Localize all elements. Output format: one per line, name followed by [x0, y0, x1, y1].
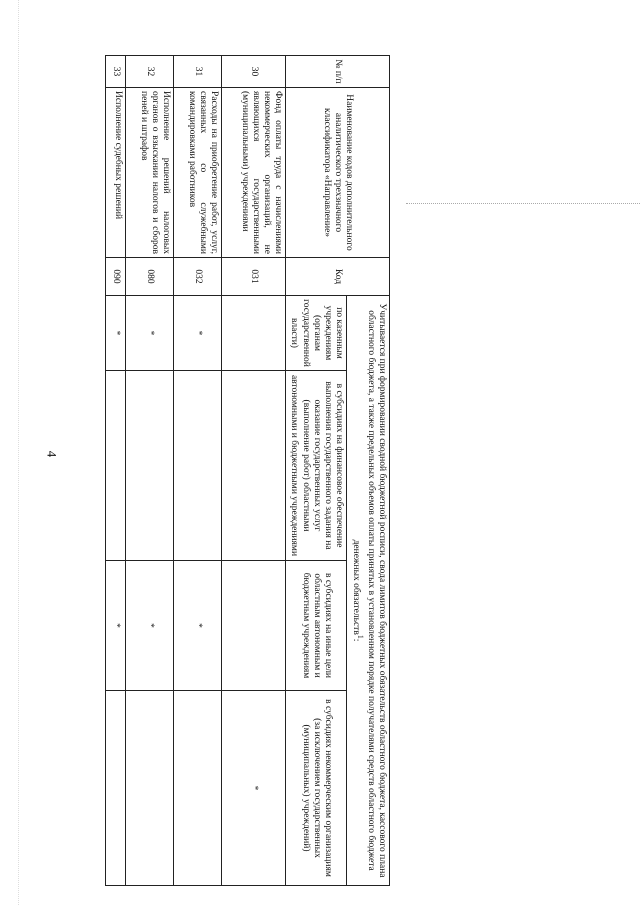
row-a	[222, 296, 286, 371]
row-b	[106, 371, 126, 561]
row-c	[222, 561, 286, 691]
header-col-a: по казенным учреждениям (органам государственной власти)	[286, 296, 347, 371]
row-name: Исполнение решений налоговых органов о взыскании налогов и сборов пеней и штрафов	[126, 88, 174, 258]
row-c: *	[174, 561, 222, 691]
footnote-ref: 1	[355, 634, 365, 639]
landscape-content	[90, 55, 390, 885]
row-d: *	[222, 691, 286, 886]
row-name: Расходы на приобретение работ, услуг, связанных со служебными командировками работников	[174, 88, 222, 258]
rotated-sheet	[90, 55, 390, 885]
row-b	[222, 371, 286, 561]
header-row-1	[347, 56, 390, 886]
row-num: 30	[222, 56, 286, 88]
row-d	[174, 691, 222, 886]
row-num: 31	[174, 56, 222, 88]
header-col-b: в субсидиях на финансовое обеспечение выполнения государственного задания на оказание государственных услуг (выполнение работ) областными автономными и бюджетными учреждениями	[286, 371, 347, 561]
page-number: 4	[44, 450, 60, 458]
row-num: 33	[106, 56, 126, 88]
row-code: 090	[106, 258, 126, 296]
header-code: Код	[286, 258, 390, 296]
table-row	[126, 56, 174, 886]
row-a: *	[126, 296, 174, 371]
header-group-text: Учитывается при формировании сводной бюджетной росписи, свода лимитов бюджетных обязательств областного бюджета, кассового плана областного бюджета, а также предельных объемов оплаты принятых в установленном порядке получателями средств областного бюджета денежных обязательств	[350, 303, 387, 878]
row-a: *	[106, 296, 126, 371]
table-row	[106, 56, 126, 886]
row-code: 080	[126, 258, 174, 296]
scan-margin-line	[18, 0, 19, 905]
scan-fold-line	[406, 203, 640, 204]
row-a: *	[174, 296, 222, 371]
row-name: Исполнение судебных решений	[106, 88, 126, 258]
row-c: *	[106, 561, 126, 691]
row-c: *	[126, 561, 174, 691]
row-b	[126, 371, 174, 561]
row-d	[126, 691, 174, 886]
row-code: 031	[222, 258, 286, 296]
header-name: Наименование кодов дополнительного аналитического трехзначного классификатора «Направление»	[286, 88, 390, 258]
row-d	[106, 691, 126, 886]
header-group: Учитывается при формировании сводной бюджетной росписи, свода лимитов бюджетных обязательств областного бюджета, кассового плана областного бюджета, а также предельных объемов оплаты принятых в установленном порядке получателями средств областного бюджета денежных обязательств$^1$:	[347, 296, 390, 886]
row-b	[174, 371, 222, 561]
header-col-c: в субсидиях на иные цели областным автономным и бюджетным учреждениям	[286, 561, 347, 691]
row-code: 032	[174, 258, 222, 296]
row-name: Фонд оплаты труда с начислениями некоммерческих организаций, не являющихся государственными (муниципальными) учреждениями	[222, 88, 286, 258]
classifier-table	[105, 55, 390, 886]
table-row	[222, 56, 286, 886]
header-col-d: в субсидиях некоммерческим организациям (за исключением государственных (муниципальных) учреждений)	[286, 691, 347, 886]
row-num: 32	[126, 56, 174, 88]
header-num: № п/п	[286, 56, 390, 88]
table-row	[174, 56, 222, 886]
